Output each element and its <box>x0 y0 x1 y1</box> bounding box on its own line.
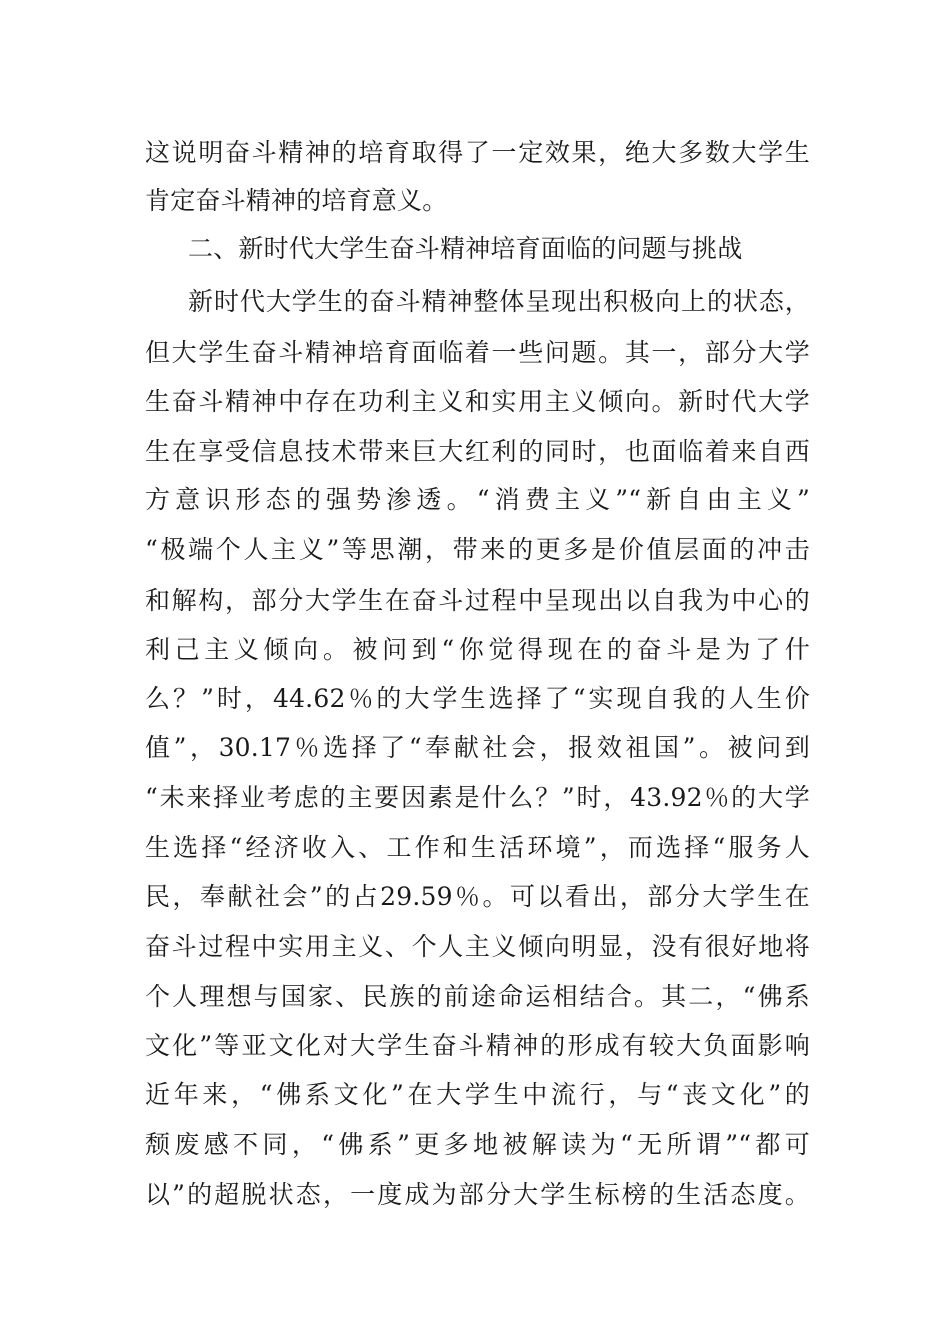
text-line: 这说明奋斗精神的培育取得了一定效果，绝大多数大学生 <box>145 138 810 167</box>
text-line: 个人理想与国家、民族的前途命运相结合。其二，“佛系 <box>145 982 810 1011</box>
text-line: 新时代大学生的奋斗精神整体呈现出积极向上的状态， <box>188 287 810 316</box>
text-line: 肯定奋斗精神的培育意义。 <box>145 186 448 215</box>
text-line: 方意识形态的强势渗透。“消费主义”“新自由主义” <box>145 485 810 514</box>
text-line: “极端个人主义”等思潮，带来的更多是价值层面的冲击 <box>145 535 810 564</box>
text-line: 利己主义倾向。被问到“你觉得现在的奋斗是为了什 <box>145 635 810 664</box>
text-line: 颓废感不同，“佛系”更多地被解读为“无所谓”“都可 <box>145 1130 810 1159</box>
text-line: 民，奉献社会”的占29.59％。可以看出，部分大学生在 <box>145 882 810 911</box>
text-line: 近年来，“佛系文化”在大学生中流行，与“丧文化”的 <box>145 1080 810 1109</box>
text-line: 和解构，部分大学生在奋斗过程中呈现出以自我为中心的 <box>145 586 810 615</box>
text-line: 但大学生奋斗精神培育面临着一些问题。其一，部分大学 <box>145 338 810 367</box>
text-line: 生奋斗精神中存在功利主义和实用主义倾向。新时代大学 <box>145 387 810 416</box>
text-line: 么？”时，44.62％的大学生选择了“实现自我的人生价 <box>145 684 810 713</box>
text-line: “未来择业考虑的主要因素是什么？”时，43.92％的大学 <box>145 783 810 812</box>
section-heading: 二、新时代大学生奋斗精神培育面临的问题与挑战 <box>188 234 743 263</box>
text-line: 奋斗过程中实用主义、个人主义倾向明显，没有很好地将 <box>145 932 810 961</box>
text-line: 值”，30.17％选择了“奉献社会，报效祖国”。被问到 <box>145 733 810 762</box>
text-line: 以”的超脱状态，一度成为部分大学生标榜的生活态度。 <box>145 1180 810 1209</box>
text-line: 生在享受信息技术带来巨大红利的同时，也面临着来自西 <box>145 437 810 466</box>
text-line: 文化”等亚文化对大学生奋斗精神的形成有较大负面影响 <box>145 1031 810 1060</box>
text-line: 生选择“经济收入、工作和生活环境”，而选择“服务人 <box>145 833 810 862</box>
